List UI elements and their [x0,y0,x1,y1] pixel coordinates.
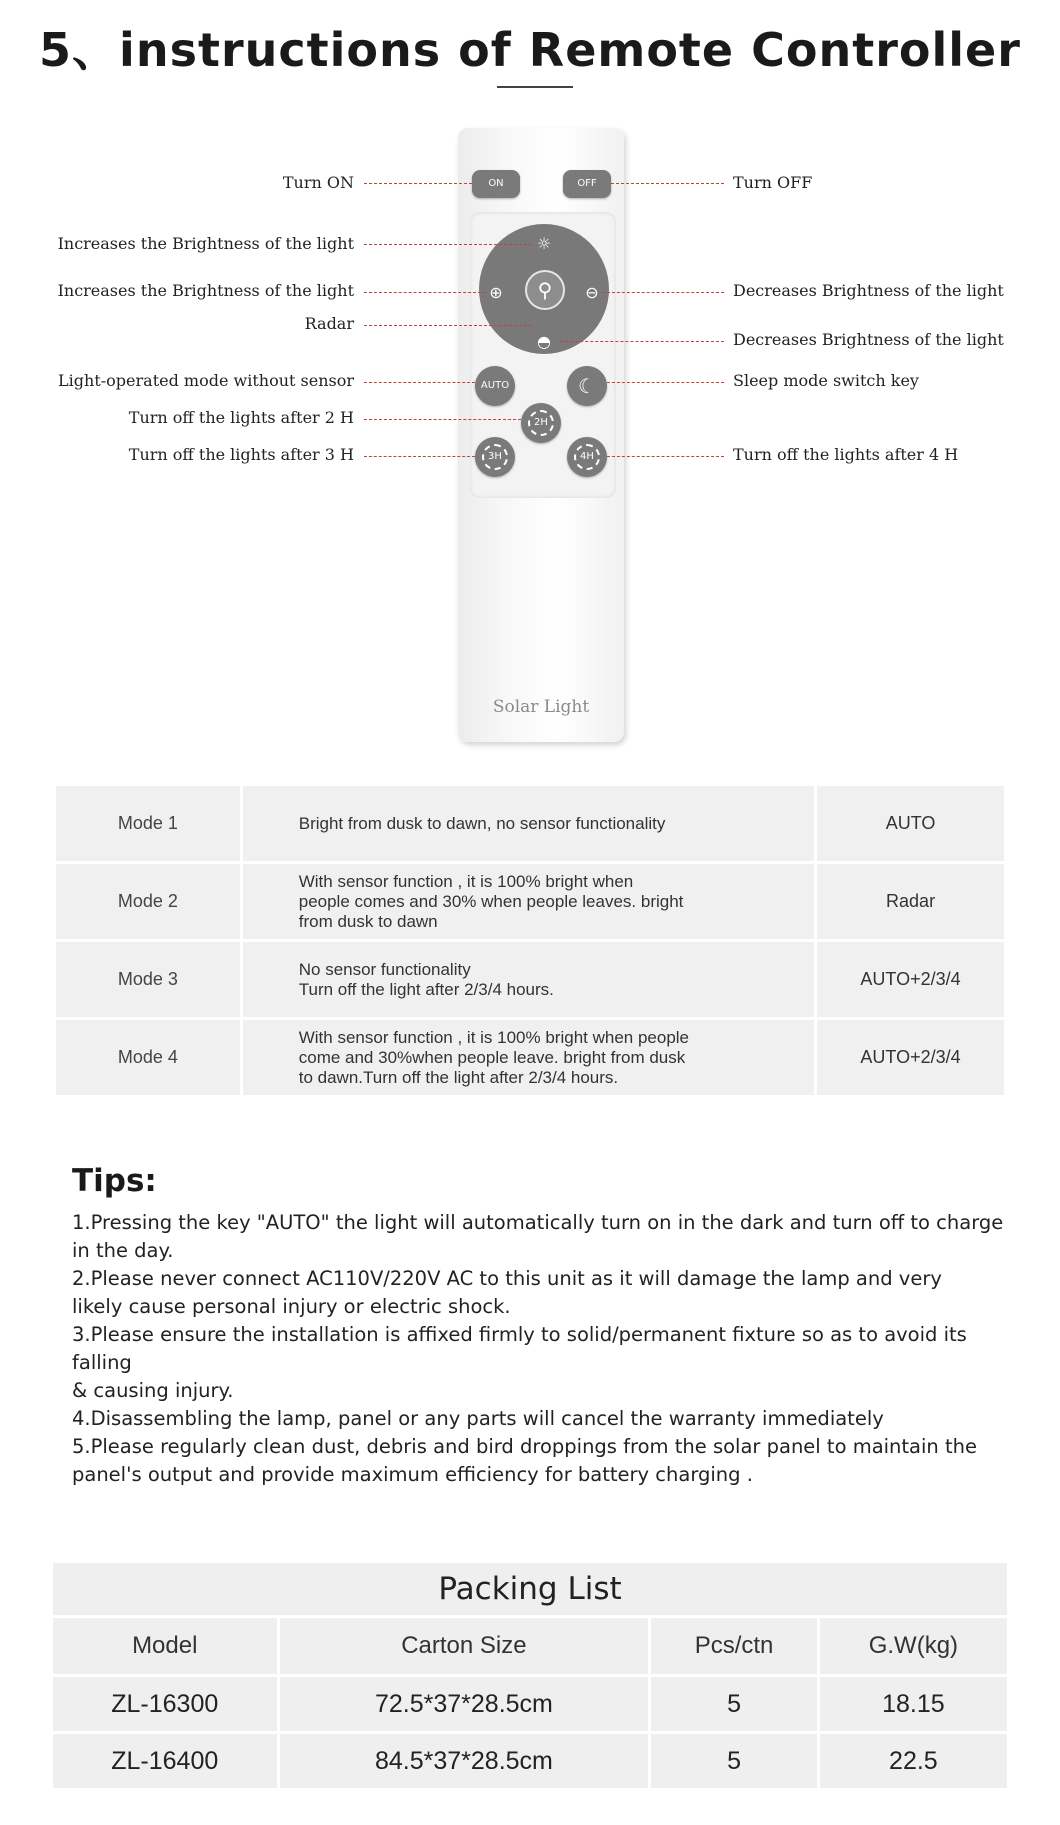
mode-desc-cell [243,786,814,861]
tips-list [72,1209,1012,1489]
mode-desc-cell [243,942,814,1017]
packing-header-row [53,1618,1007,1674]
leader-dec-brightness-bottom [560,341,724,342]
callout-dec-brightness-bottom: Decreases Brightness of the light [733,330,1004,349]
callout-off-3h: Turn off the lights after 3 H [128,445,354,464]
tip-line: 5.Please regularly clean dust, debris and bird droppings from the solar panel to maintain the [72,1435,977,1458]
mode-row [56,1020,1004,1095]
header-carton-size: Carton Size [280,1618,649,1674]
page-title: 5、instructions of Remote Controller [39,23,1021,77]
header-gw: G.W(kg) [820,1618,1007,1674]
header-model: Model [53,1618,277,1674]
cell-pcs-ctn: 5 [651,1677,816,1731]
table-row [53,1677,1007,1731]
callout-off-4h: Turn off the lights after 4 H [733,445,959,464]
cell-carton-size: 84.5*37*28.5cm [280,1734,649,1788]
callout-inc-brightness-left: Increases the Brightness of the light [57,281,354,300]
cell-model: ZL-16400 [53,1734,277,1788]
radar-button [525,270,565,310]
leader-turn-off [611,183,724,184]
mode-key: AUTO+2/3/4 [817,1020,1004,1095]
mode-desc-cell [243,864,814,939]
packing-table [50,1560,1010,1791]
auto-button: AUTO [475,366,515,406]
timer-2h-label: 2H [528,410,554,436]
moon-icon: ☾ [578,374,596,398]
callout-radar: Radar [304,314,354,333]
timer-4h-button [567,437,607,477]
mode-row [56,942,1004,1017]
brightness-down-right-icon: ⊖ [585,283,599,302]
leader-off-4h [607,456,724,457]
walking-person-icon: ⚲ [537,278,553,302]
timer-3h-label: 3H [482,444,508,470]
mode-name: Mode 2 [56,864,240,939]
mode-desc: No sensor functionality Turn off the light after 2/3/4 hours. [298,959,554,999]
mode-desc-cell [243,1020,814,1095]
modes-table [53,783,1007,1098]
leader-off-2h [364,419,521,420]
table-row [53,1734,1007,1788]
mode-row [56,786,1004,861]
mode-row [56,864,1004,939]
callout-sleep-mode: Sleep mode switch key [733,371,919,390]
off-button: OFF [563,170,611,198]
header-pcs-ctn: Pcs/ctn [651,1618,816,1674]
cell-gw: 22.5 [820,1734,1007,1788]
packing-title-row [53,1563,1007,1615]
title-underline [497,86,573,88]
mode-desc: Bright from dusk to dawn, no sensor functionality [298,813,666,833]
mode-key: AUTO+2/3/4 [817,942,1004,1017]
mode-key: Radar [817,864,1004,939]
leader-inc-brightness-left [364,292,486,293]
leader-inc-brightness-top [364,244,532,245]
cell-carton-size: 72.5*37*28.5cm [280,1677,649,1731]
callout-inc-brightness-top: Increases the Brightness of the light [57,234,354,253]
mode-name: Mode 3 [56,942,240,1017]
cell-gw: 18.15 [820,1677,1007,1731]
tip-line: 1.Pressing the key "AUTO" the light will automatically turn on in the dark and turn off to charge [72,1211,1004,1234]
tip-line: panel's output and provide maximum efficiency for battery charging . [72,1463,753,1486]
mode-key: AUTO [817,786,1004,861]
on-button: ON [472,170,520,198]
timer-2h-button [521,403,561,443]
tip-line: & causing injury. [72,1379,234,1402]
brightness-down-icon: ◓ [537,332,551,351]
leader-light-operated [364,382,475,383]
cell-model: ZL-16300 [53,1677,277,1731]
callout-off-2h: Turn off the lights after 2 H [128,408,354,427]
callout-turn-off: Turn OFF [733,173,813,192]
tip-line: 3.Please ensure the installation is affixed firmly to solid/permanent fixture so as to avoid its falling [72,1323,967,1374]
callout-turn-on: Turn ON [282,173,354,192]
leader-dec-brightness-right [602,292,724,293]
remote-brand: Solar Light [492,697,590,717]
timer-4h-label: 4H [574,444,600,470]
brightness-up-icon: ☼ [536,234,552,253]
callout-dec-brightness-right: Decreases Brightness of the light [733,281,1004,300]
timer-3h-button [475,437,515,477]
tip-line: likely cause personal injury or electric shock. [72,1295,511,1318]
tip-line: 2.Please never connect AC110V/220V AC to this unit as it will damage the lamp and very [72,1267,942,1290]
leader-turn-on [364,183,472,184]
tip-line: 4.Disassembling the lamp, panel or any parts will cancel the warranty immediately [72,1407,884,1430]
brightness-up-left-icon: ⊕ [489,283,503,302]
leader-sleep-mode [607,382,724,383]
mode-desc: With sensor function , it is 100% bright when people comes and 30% when people leaves. bright from dusk to dawn [298,871,684,931]
callout-light-operated: Light-operated mode without sensor [58,371,354,390]
mode-name: Mode 4 [56,1020,240,1095]
sleep-button [567,366,607,406]
tip-line: in the day. [72,1239,174,1262]
mode-desc: With sensor function , it is 100% bright when people come and 30%when people leave. bright from dusk to dawn.Turn off the light after 2/3/4 hours. [298,1027,690,1087]
leader-off-3h [364,456,475,457]
leader-radar [364,325,532,326]
tips-title: Tips: [72,1163,157,1199]
packing-title: Packing List [53,1563,1007,1615]
mode-name: Mode 1 [56,786,240,861]
cell-pcs-ctn: 5 [651,1734,816,1788]
